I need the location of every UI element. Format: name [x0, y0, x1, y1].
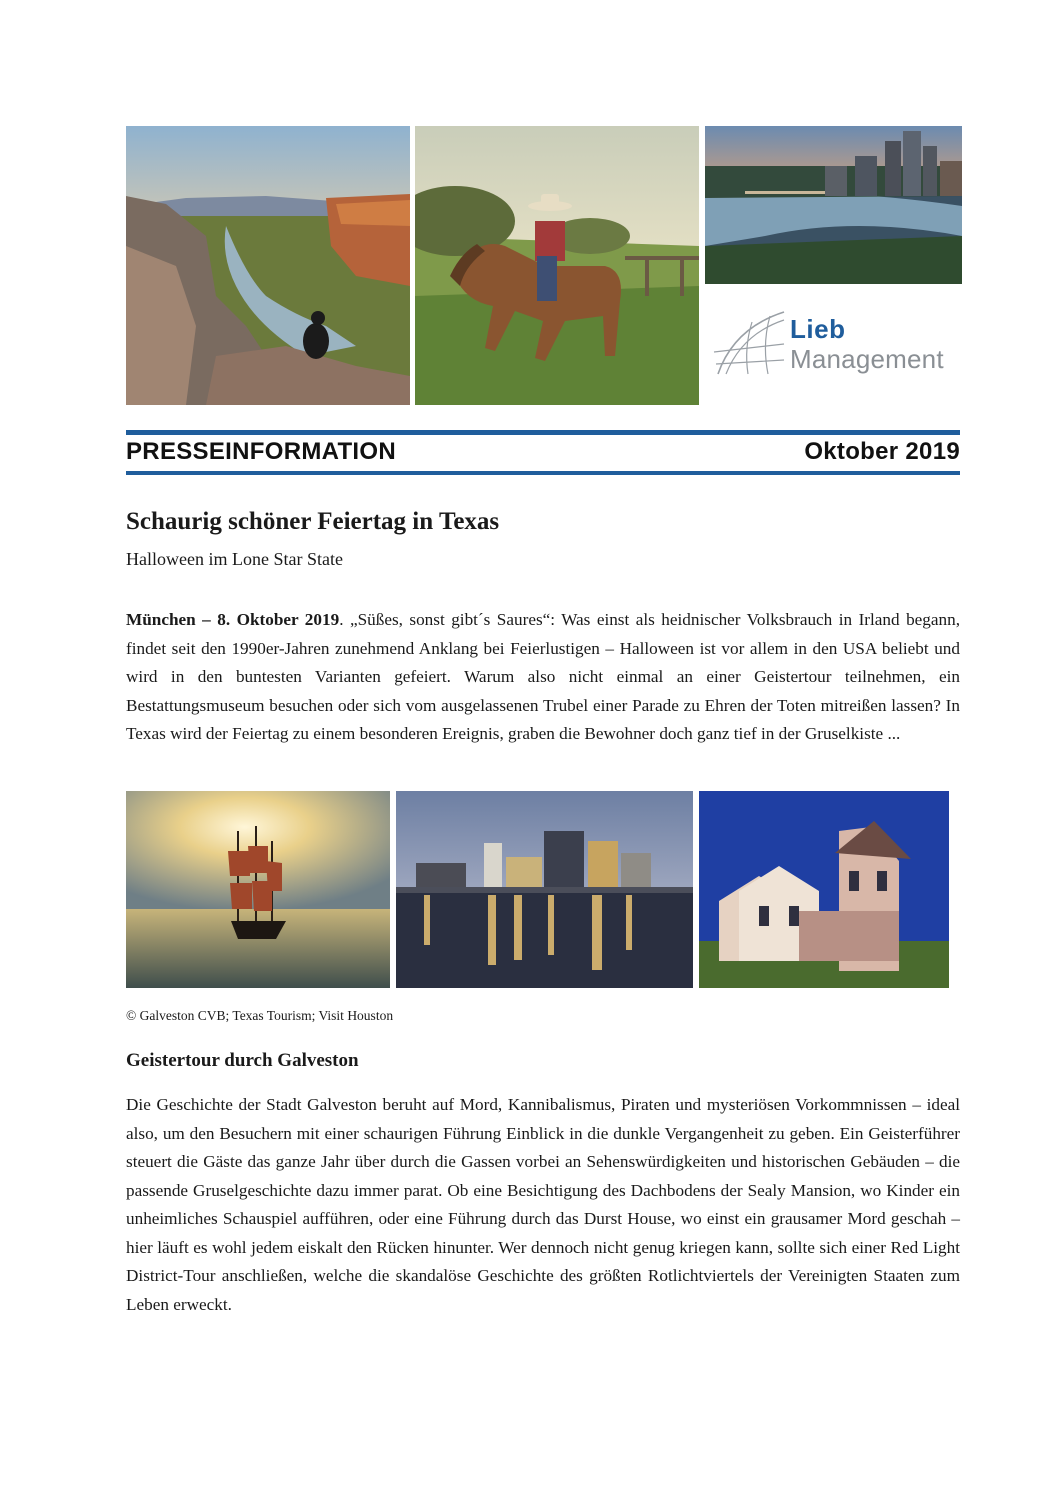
- photo-credit: © Galveston CVB; Texas Tourism; Visit Houston: [126, 1008, 394, 1023]
- tall-ship-sunset-photo: [126, 791, 390, 988]
- press-release-label: PRESSEINFORMATION: [126, 438, 397, 465]
- cowboy-horse-photo: [415, 126, 699, 405]
- austin-skyline-photo: [705, 126, 962, 284]
- canyon-river-photo: [126, 126, 410, 405]
- header-rule-bottom: [126, 471, 960, 475]
- globe-arc-icon: [712, 308, 792, 378]
- lead-paragraph-text: . „Süßes, sonst gibt´s Saures“: Was einst als heidnischer Volksbrauch in Irland begann, findet seit den 1990er-Jahren zunehmend Anklang bei Feierlustigen – Halloween ist vor allem in den USA beliebt und wird in den buntesten Varianten gefeiert. Warum also nicht einmal an einer Geistertour teilnehmen, ein Bestattungsmuseum besuchen oder sich vom ausgelassenen Trubel einer Parade zu Ehren der Toten mitreißen lassen? In Texas wird der Feiertag zu einem besonderen Ereignis, graben die Bewohner doch ganz tief in der Gruselkiste ...: [126, 610, 960, 743]
- logo-wordmark-lieb: Lieb: [790, 314, 846, 344]
- dateline: München – 8. Oktober 2019: [126, 610, 340, 629]
- article-subheadline: Halloween im Lone Star State: [126, 549, 343, 569]
- header-rule-top: [126, 430, 960, 435]
- night-skyline-reflection-photo: [396, 791, 693, 988]
- logo-wordmark-management: Management: [790, 344, 944, 374]
- lieb-management-logo: [712, 308, 962, 384]
- release-date: Oktober 2019: [804, 438, 960, 465]
- section-paragraph: Die Geschichte der Stadt Galveston beruht auf Mord, Kannibalismus, Piraten und mysteriösen Vorkommnissen – ideal also, um den Besuchern mit einer schaurigen Führung Einblick in die dunkle Vergangenheit zu geben. Ein Geisterführer steuert die Gäste das ganze Jahr über durch die Gassen vorbei an Sehenswürdigkeiten und historischen Gebäuden – die passende Gruselgeschichte dazu immer parat. Ob eine Besichtigung des Dachbodens der Sealy Mansion, wo Kinder ein unheimliches Schauspiel aufführen, oder eine Führung durch das Durst House, wo einst ein grausamer Mord geschah – hier läuft es wohl jedem eiskalt den Rücken hinunter. Wer dennoch nicht genug kriegen kann, sollte sich einer Red Light District-Tour anschließen, welche die skandalöse Geschichte des größten Rotlichtviertels der Vereinigten Staaten zum Leben erweckt.: [126, 1095, 960, 1314]
- lead-paragraph: [126, 606, 960, 749]
- section-title: Geistertour durch Galveston: [126, 1050, 359, 1071]
- victorian-house-photo: [699, 791, 949, 988]
- article-headline: Schaurig schöner Feiertag in Texas: [126, 508, 500, 535]
